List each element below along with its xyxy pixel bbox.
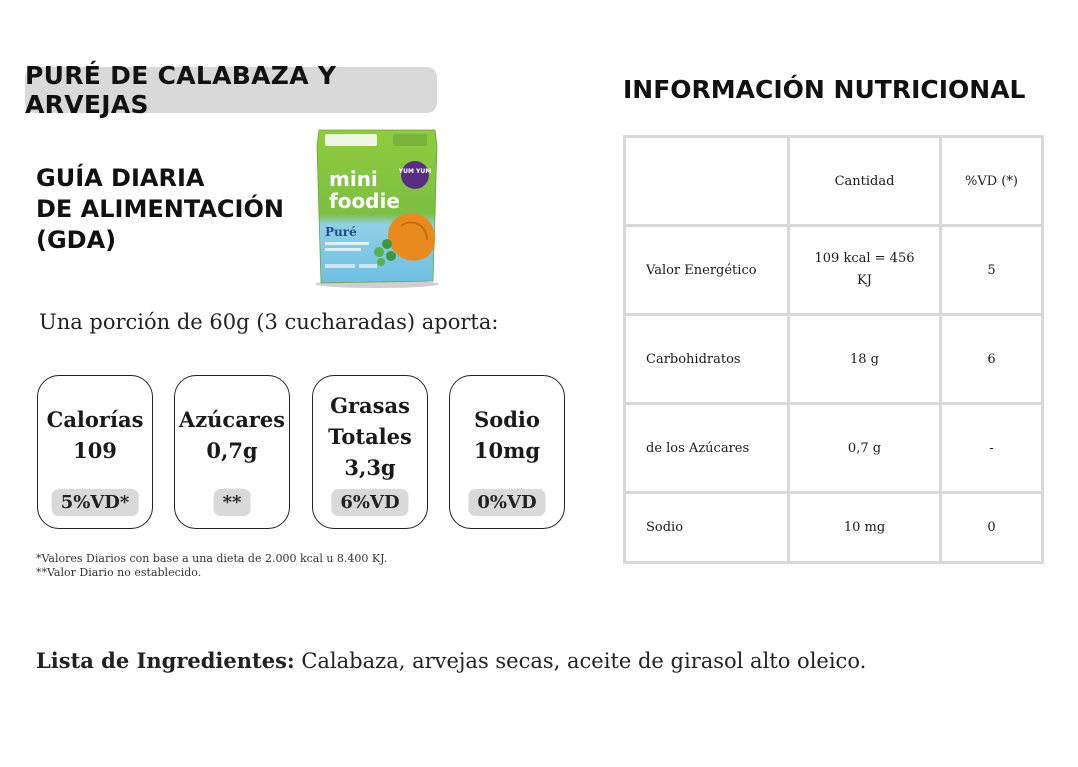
row-amount: 0,7 g: [789, 404, 941, 493]
ingredients: [36, 648, 866, 673]
row-amount: 18 g: [789, 315, 941, 404]
row-label: de los Azúcares: [625, 404, 789, 493]
ingredients-text: Calabaza, arvejas secas, aceite de girasol alto oleico.: [294, 649, 867, 673]
gda-line-3: (GDA): [36, 226, 117, 254]
row-vd: -: [941, 404, 1043, 493]
calories-vd-badge: 5%VD*: [52, 489, 139, 516]
row-amount: 10 mg: [789, 493, 941, 563]
sodium-value: 10mg: [473, 438, 541, 463]
calories-label: Calorías: [46, 407, 144, 432]
sugars-card: [174, 375, 290, 529]
gda-line-1: GUÍA DIARIA: [36, 164, 205, 192]
header-empty-cell: [625, 137, 789, 226]
product-title: PURÉ DE CALABAZA Y ARVEJAS: [25, 61, 337, 119]
nutrition-header-row: [625, 137, 1043, 226]
fats-vd-badge: 6%VD: [331, 489, 408, 516]
fats-label-line-2: Totales: [328, 424, 412, 449]
sugars-value: 0,7g: [206, 438, 258, 463]
header-amount: Cantidad: [789, 137, 941, 226]
gda-heading: [36, 163, 284, 256]
ingredients-label: Lista de Ingredientes:: [36, 648, 295, 673]
calories-value: 109: [73, 438, 117, 463]
fats-card: [312, 375, 428, 529]
sodium-vd-badge: 0%VD: [468, 489, 545, 516]
sodium-label: Sodio: [474, 407, 540, 432]
row-label: Valor Energético: [625, 226, 789, 315]
nutrition-row-energy: [625, 226, 1043, 315]
row-amount-line-1: 109 kcal = 456: [814, 251, 915, 266]
fats-label-line-1: Grasas: [330, 393, 410, 418]
product-title-pill: [25, 61, 437, 119]
svg-text:mini: mini: [329, 167, 378, 191]
gda-line-2: DE ALIMENTACIÓN: [36, 195, 284, 223]
nutrition-table: [623, 135, 1044, 564]
calories-card: [37, 375, 153, 529]
sodium-card: [449, 375, 565, 529]
portion-text: Una porción de 60g (3 cucharadas) aporta:: [39, 310, 499, 334]
product-package-image: [305, 126, 450, 290]
row-label: Sodio: [625, 493, 789, 563]
svg-text:YUM YUM: YUM YUM: [398, 168, 432, 175]
fats-value: 3,3g: [344, 455, 396, 480]
row-vd: 5: [941, 226, 1043, 315]
nutrition-title: INFORMACIÓN NUTRICIONAL: [623, 75, 1026, 104]
product-package-icon: [305, 126, 450, 290]
header-vd: %VD (*): [941, 137, 1043, 226]
footnote-2: **Valor Diario no establecido.: [36, 566, 202, 579]
footnote-1: *Valores Diarios con base a una dieta de 2.000 kcal u 8.400 KJ.: [36, 552, 388, 565]
nutrition-row-sugars: [625, 404, 1043, 493]
nutrition-row-sodium: [625, 493, 1043, 563]
svg-text:foodie: foodie: [329, 189, 400, 213]
nutrition-row-carbs: [625, 315, 1043, 404]
row-vd: 0: [941, 493, 1043, 563]
row-label: Carbohidratos: [625, 315, 789, 404]
sugars-label: Azúcares: [178, 407, 286, 432]
row-amount-line-2: KJ: [857, 273, 872, 288]
row-amount: [789, 226, 941, 315]
footnotes: [36, 552, 387, 580]
sugars-vd-badge: **: [214, 489, 251, 516]
row-vd: 6: [941, 315, 1043, 404]
svg-text:Puré: Puré: [325, 225, 357, 239]
